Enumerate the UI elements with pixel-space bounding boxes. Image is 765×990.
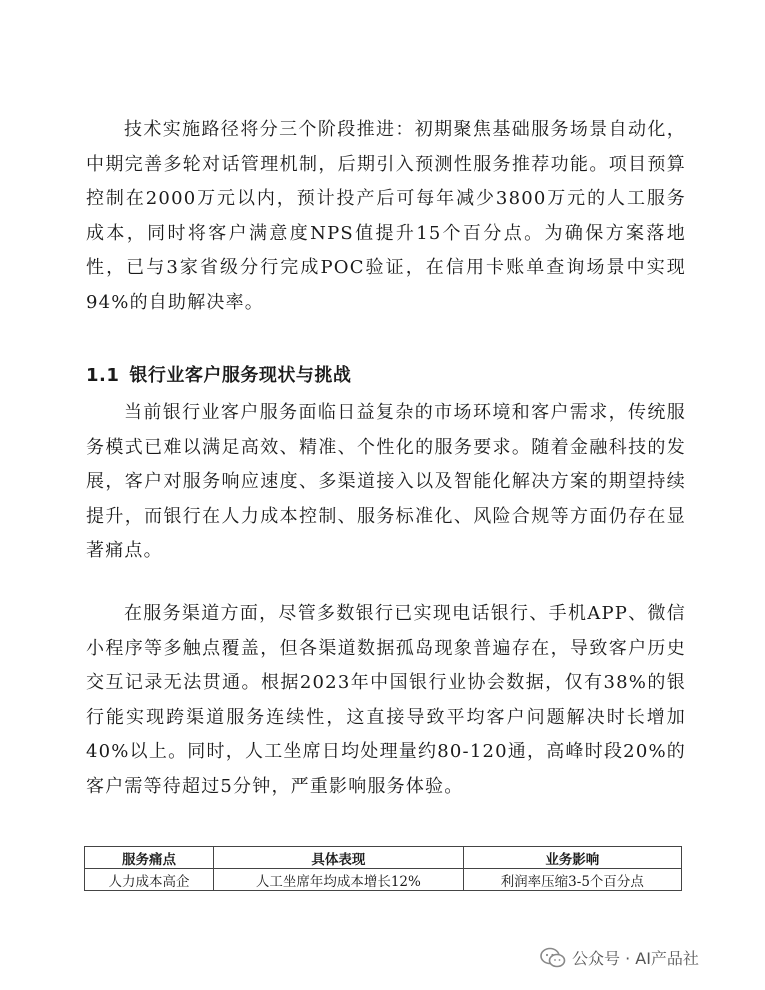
paragraph-implementation-path: 技术实施路径将分三个阶段推进：初期聚焦基础服务场景自动化，中期完善多轮对话管理机制，后期引入预测性服务推荐功能。项目预算控制在2000万元以内，预计投产后可每年减少3800万元的人工服务成本，同时将客户满意度NPS值提升15个百分点。为确保方案落地性，已与3家省级分行完成POC验证，在信用卡账单查询场景中实现94%的自助解决率。 <box>86 119 686 313</box>
table-row <box>85 869 682 891</box>
table-cell: 人力成本高企 <box>85 869 214 891</box>
pain-points-table <box>84 846 682 891</box>
table-header-cell: 具体表现 <box>214 847 464 869</box>
table-header-row <box>85 847 682 869</box>
paragraph-service-channels: 在服务渠道方面，尽管多数银行已实现电话银行、手机APP、微信小程序等多触点覆盖，但各渠道数据孤岛现象普遍存在，导致客户历史交互记录无法贯通。根据2023年中国银行业协会数据，仅有38%的银行能实现跨渠道服务连续性，这直接导致平均客户问题解决时长增加40%以上。同时，人工坐席日均处理量约80-120通，高峰时段20%的客户需等待超过5分钟，严重影响服务体验。 <box>86 603 686 797</box>
table-header-cell: 服务痛点 <box>85 847 214 869</box>
table-cell: 人工坐席年均成本增长12% <box>214 869 464 891</box>
section-title: 银行业客户服务现状与挑战 <box>129 365 352 386</box>
table-cell: 利润率压缩3-5个百分点 <box>463 869 681 891</box>
table-header-cell: 业务影响 <box>463 847 681 869</box>
paragraph-current-status: 当前银行业客户服务面临日益复杂的市场环境和客户需求，传统服务模式已难以满足高效、精准、个性化的服务要求。随着金融科技的发展，客户对服务响应速度、多渠道接入以及智能化解决方案的期望持续提升，而银行在人力成本控制、服务标准化、风险合规等方面仍存在显著痛点。 <box>86 402 686 561</box>
wechat-icon <box>540 947 566 969</box>
watermark-text: 公众号 · AI产品社 <box>572 949 699 968</box>
section-number: 1.1 <box>86 365 120 386</box>
section-heading <box>86 361 351 387</box>
watermark <box>540 946 699 969</box>
